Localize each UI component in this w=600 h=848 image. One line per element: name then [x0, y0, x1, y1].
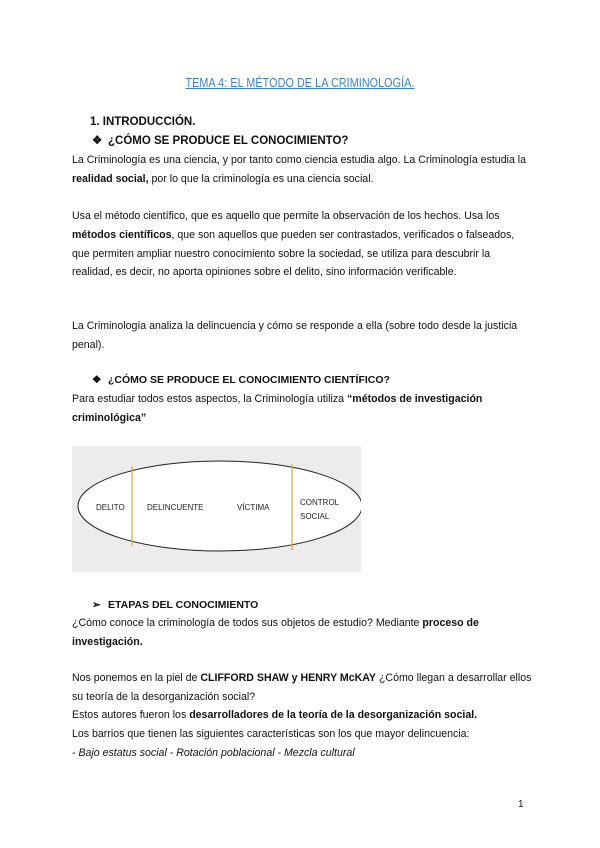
arrow-bullet-icon: ➢ — [92, 599, 101, 611]
subheading-conocimiento — [92, 133, 348, 147]
label-control: CONTROL — [300, 498, 340, 507]
bold-authors: CLIFFORD SHAW y HENRY McKAY — [200, 672, 376, 684]
subheading-text: ¿CÓMO SE PRODUCE EL CONOCIMIENTO CIENTÍFICO? — [108, 374, 390, 386]
paragraph-proceso-investigacion: ¿Cómo conoce la criminología de todos sus objetos de estudio? Mediante proceso de investigación. — [72, 617, 479, 648]
subheading-text: ¿CÓMO SE PRODUCE EL CONOCIMIENTO? — [108, 135, 349, 147]
section-heading-introduccion: 1. INTRODUCCIÓN. — [90, 116, 196, 128]
bold-metodos-investigacion: “métodos de investigación criminológica” — [72, 393, 483, 424]
paragraph-metodos-investigacion: Para estudiar todos estos aspectos, la Criminología utiliza “métodos de investigación criminológica” — [72, 393, 483, 424]
diamond-bullet-icon: ❖ — [92, 374, 102, 386]
objects-of-study-diagram — [72, 446, 361, 572]
page-title: TEMA 4: EL MÉTODO DE LA CRIMINOLOGÍA. — [185, 76, 415, 90]
bold-proceso-investigacion: proceso de investigación. — [72, 617, 479, 648]
subheading-conocimiento-cientifico — [92, 374, 390, 386]
bold-realidad-social: realidad social, — [72, 172, 149, 185]
bold-desarrolladores: desarrolladores de la teoría de la desorganización social. — [189, 709, 478, 721]
ellipse-diagram — [72, 446, 361, 572]
paragraph-desorganizacion: Estos autores fueron los desarrolladores de la teoría de la desorganización social. Los barrios que tienen las siguientes características son los que mayor delincuencia: - Bajo estatus social - Rotación poblacional - Mezcla cultural — [72, 709, 478, 759]
paragraph-metodo-cientifico: Usa el método científico, que es aquello que permite la observación de los hechos. Usa los métodos científicos, que son aquellos que pueden ser contrastados, verificados o falseados, que permiten ampliar nuestro conocimiento sobre la sociedad, se utiliza para descubrir la realidad, es decir, no aporta opiniones sobre el delito, sino información verificable. — [72, 210, 515, 279]
paragraph-ciencia-social: La Criminología es una ciencia, y por tanto como ciencia estudia algo. La Criminología estudia la realidad social, por lo que la criminología es una ciencia social. — [72, 154, 527, 185]
diamond-bullet-icon: ❖ — [92, 135, 103, 147]
label-victima: VÍCTIMA — [237, 503, 270, 512]
italic-characteristics: - Bajo estatus social - Rotación poblacional - Mezcla cultural — [72, 746, 355, 759]
subheading-etapas — [92, 599, 258, 611]
label-delincuente: DELINCUENTE — [147, 503, 204, 512]
page-number: 1 — [518, 799, 524, 810]
paragraph-shaw-mckay: Nos ponemos en la piel de CLIFFORD SHAW y HENRY McKAY ¿Cómo llegan a desarrollar ellos su teoría de la desorganización social? — [72, 672, 532, 703]
paragraph-delincuencia: La Criminología analiza la delincuencia y cómo se responde a ella (sobre todo desde la justicia penal). — [72, 320, 518, 351]
label-social: SOCIAL — [300, 512, 330, 521]
bold-metodos-cientificos: métodos científicos — [72, 228, 172, 241]
subheading-text: ETAPAS DEL CONOCIMIENTO — [108, 599, 259, 611]
label-delito: DELITO — [96, 503, 125, 512]
